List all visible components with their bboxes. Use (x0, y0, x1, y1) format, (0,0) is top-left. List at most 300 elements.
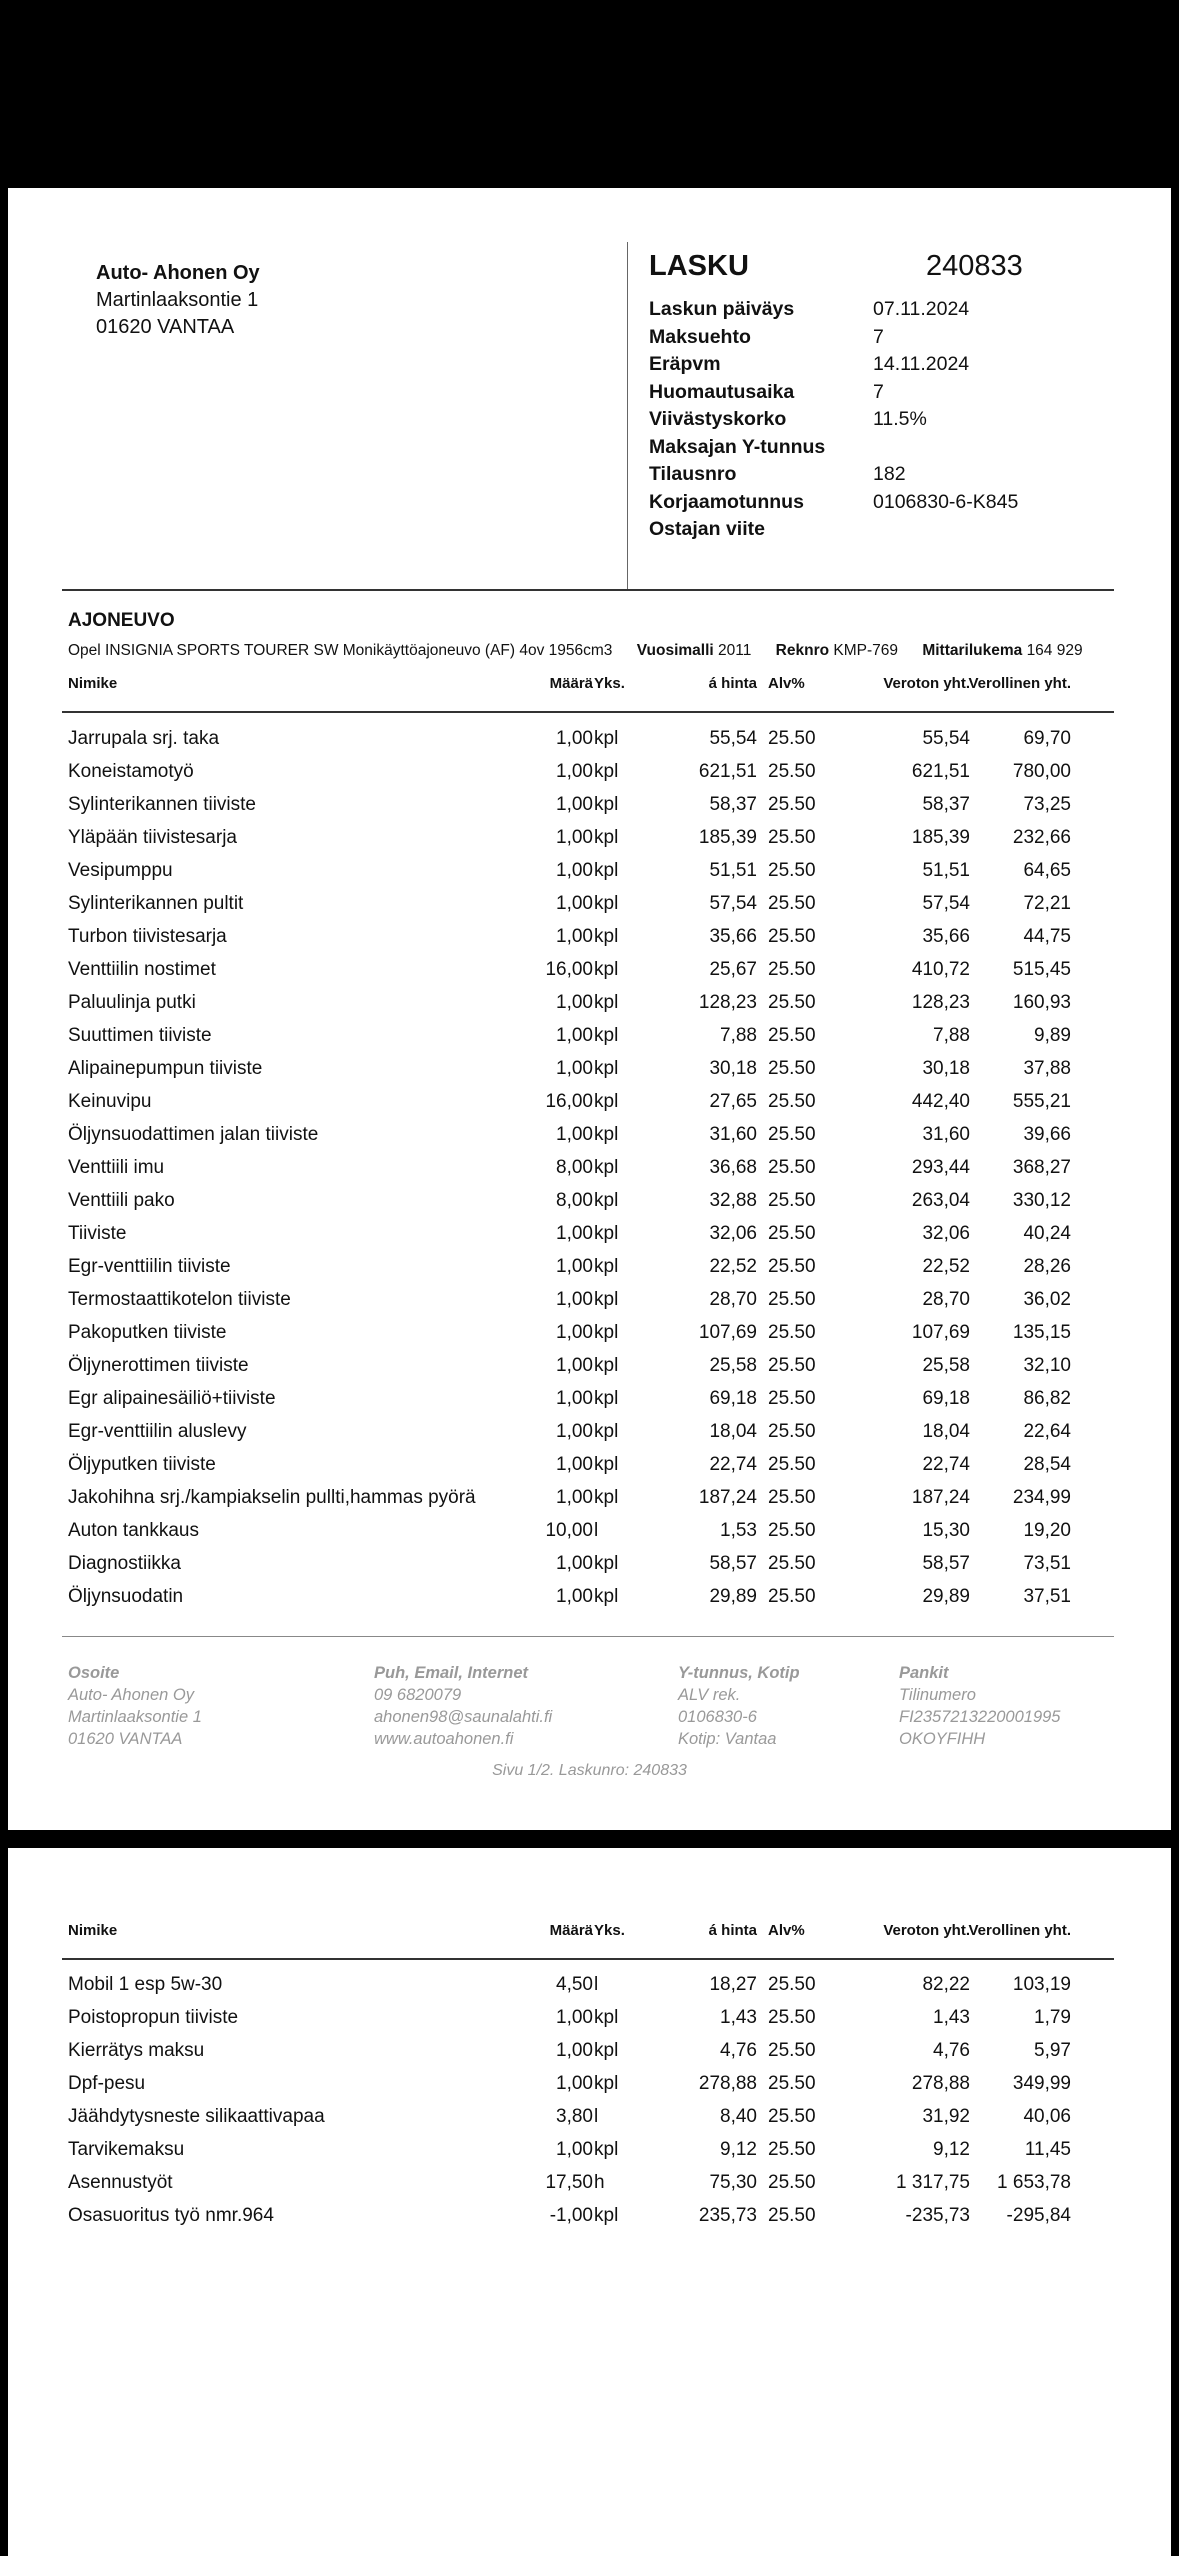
item-name: Keinuvipu (68, 1091, 152, 1112)
item-qty: 1,00 (556, 1388, 593, 1409)
item-vat: 25.50 (768, 1454, 816, 1475)
item-vat: 25.50 (768, 1058, 816, 1079)
vehicle-reg: KMP-769 (833, 642, 899, 659)
item-unit-price: 1,43 (720, 2007, 757, 2028)
item-qty: 1,00 (556, 2007, 593, 2028)
table-row (8, 2007, 1171, 2040)
table-row (8, 1388, 1171, 1421)
table-row (8, 992, 1171, 1025)
item-vat: 25.50 (768, 827, 816, 848)
table-header-line (62, 711, 1114, 713)
item-net-total: 58,37 (922, 794, 970, 815)
item-unit: kpl (594, 761, 619, 782)
meta-label: Eräpvm (649, 353, 721, 375)
item-net-total: 293,44 (911, 1157, 970, 1178)
item-unit-price: 51,51 (709, 860, 757, 881)
item-qty: 1,00 (556, 2040, 593, 2061)
meta-label: Tilausnro (649, 463, 737, 485)
table-row (8, 1487, 1171, 1520)
item-unit: kpl (594, 926, 619, 947)
item-vat: 25.50 (768, 794, 816, 815)
item-net-total: 51,51 (922, 860, 970, 881)
footer-website: www.autoahonen.fi (374, 1730, 514, 1748)
item-vat: 25.50 (768, 2073, 816, 2094)
item-unit-price: 621,51 (698, 761, 757, 782)
item-gross-total: 36,02 (1023, 1289, 1071, 1310)
table-row (8, 1454, 1171, 1487)
item-unit-price: 58,57 (709, 1553, 757, 1574)
table-row (8, 1256, 1171, 1289)
item-qty: 4,50 (556, 1974, 593, 1995)
footer-address-l3: 01620 VANTAA (68, 1730, 183, 1748)
item-qty: 1,00 (556, 1355, 593, 1376)
item-unit-price: 27,65 (709, 1091, 757, 1112)
item-vat: 25.50 (768, 1421, 816, 1442)
item-vat: 25.50 (768, 1124, 816, 1145)
item-vat: 25.50 (768, 2007, 816, 2028)
item-unit: kpl (594, 1091, 619, 1112)
item-qty: 1,00 (556, 728, 593, 749)
item-name: Suuttimen tiiviste (68, 1025, 212, 1046)
item-unit: l (594, 2106, 599, 2127)
footer-ytunnus-title: Y-tunnus, Kotip (678, 1664, 800, 1682)
item-vat: 25.50 (768, 1487, 816, 1508)
item-gross-total: 780,00 (1012, 761, 1071, 782)
col-name: Nimike (68, 675, 118, 692)
table-row (8, 1157, 1171, 1190)
item-unit: kpl (594, 1025, 619, 1046)
item-name: Mobil 1 esp 5w-30 (68, 1974, 223, 1995)
item-unit-price: 69,18 (709, 1388, 757, 1409)
item-gross-total: 39,66 (1023, 1124, 1071, 1145)
meta-value: 11.5% (873, 408, 927, 430)
meta-row (649, 434, 1099, 462)
item-qty: 1,00 (556, 1223, 593, 1244)
col-qty: Määrä (549, 675, 593, 692)
col-gross: Verollinen yht. (968, 675, 1071, 692)
item-unit: kpl (594, 992, 619, 1013)
table-row (8, 959, 1171, 992)
item-vat: 25.50 (768, 926, 816, 947)
item-name: Dpf-pesu (68, 2073, 146, 2094)
vehicle-description: Opel INSIGNIA SPORTS TOURER SW Monikäyttöajoneuvo (AF) 4ov 1956cm3 (68, 642, 613, 659)
item-net-total: 28,70 (922, 1289, 970, 1310)
col-name: Nimike (68, 1922, 118, 1939)
item-unit-price: 57,54 (709, 893, 757, 914)
footer-address-l2: Martinlaaksontie 1 (68, 1708, 202, 1726)
table-row (8, 1190, 1171, 1223)
item-vat: 25.50 (768, 1025, 816, 1046)
item-gross-total: 368,27 (1012, 1157, 1071, 1178)
item-table-p2 (8, 1974, 1171, 2238)
meta-value: 0106830-6-K845 (873, 490, 1019, 513)
item-gross-total: 19,20 (1023, 1520, 1071, 1541)
item-vat: 25.50 (768, 1091, 816, 1112)
item-qty: 1,00 (556, 1256, 593, 1277)
meta-label: Huomautusaika (649, 380, 795, 403)
item-vat: 25.50 (768, 959, 816, 980)
footer-bank-l2: FI2357213220001995 (899, 1708, 1061, 1726)
item-unit: kpl (594, 959, 619, 980)
item-gross-total: 73,25 (1023, 794, 1071, 815)
meta-row (649, 324, 1099, 352)
col-price: á hinta (708, 675, 757, 692)
item-vat: 25.50 (768, 2106, 816, 2127)
item-vat: 25.50 (768, 2040, 816, 2061)
item-net-total: 31,60 (922, 1124, 970, 1145)
table-row (8, 1058, 1171, 1091)
item-qty: 1,00 (556, 992, 593, 1013)
meta-row (649, 461, 1099, 489)
item-net-total: 22,52 (922, 1256, 970, 1277)
item-unit: kpl (594, 1421, 619, 1442)
table-row (8, 2073, 1171, 2106)
meta-label: Viivästyskorko (649, 408, 787, 430)
meta-value: 14.11.2024 (873, 353, 970, 375)
item-vat: 25.50 (768, 1289, 816, 1310)
item-unit: kpl (594, 1355, 619, 1376)
vehicle-year-label: Vuosimalli (636, 642, 714, 659)
invoice-meta (649, 296, 1099, 544)
table-bottom-line (62, 1636, 1114, 1637)
item-name: Diagnostiikka (68, 1553, 181, 1574)
item-net-total: 9,12 (933, 2139, 970, 2160)
table-row (8, 1355, 1171, 1388)
page-number: Sivu 1/2. Laskunro: 240833 (492, 1762, 687, 1779)
item-name: Tarvikemaksu (68, 2139, 185, 2160)
table-row (8, 2106, 1171, 2139)
item-gross-total: 72,21 (1023, 893, 1071, 914)
item-qty: 3,80 (556, 2106, 593, 2127)
item-unit-price: 1,53 (720, 1520, 757, 1541)
item-unit-price: 128,23 (698, 992, 757, 1013)
item-name: Öljynerottimen tiiviste (68, 1355, 249, 1376)
item-net-total: 185,39 (911, 827, 970, 848)
col-net: Veroton yht. (883, 675, 970, 692)
col-price: á hinta (708, 1922, 757, 1939)
item-qty: 1,00 (556, 2139, 593, 2160)
item-gross-total: 44,75 (1023, 926, 1071, 947)
item-net-total: 32,06 (922, 1223, 970, 1244)
item-unit: kpl (594, 1256, 619, 1277)
table-row (8, 728, 1171, 761)
meta-row (649, 406, 1099, 434)
item-vat: 25.50 (768, 992, 816, 1013)
item-qty: 1,00 (556, 1322, 593, 1343)
item-net-total: 4,76 (933, 2040, 970, 2061)
footer-contact-title: Puh, Email, Internet (374, 1664, 529, 1682)
invoice-page-1 (8, 188, 1171, 1830)
item-unit-price: 8,40 (720, 2106, 757, 2127)
item-net-total: 442,40 (911, 1091, 970, 1112)
vehicle-title: AJONEUVO (68, 610, 175, 631)
item-name: Auton tankkaus (68, 1520, 199, 1541)
item-unit-price: 55,54 (709, 728, 757, 749)
item-unit: kpl (594, 1058, 619, 1079)
item-gross-total: 37,88 (1023, 1058, 1071, 1079)
footer-email: ahonen98@saunalahti.fi (374, 1708, 553, 1726)
table-row (8, 893, 1171, 926)
table-row (8, 794, 1171, 827)
item-name: Asennustyöt (68, 2172, 173, 2193)
item-name: Koneistamotyö (68, 761, 194, 782)
invoice-title: LASKU (649, 250, 749, 282)
header-divider (627, 242, 628, 590)
table-row (8, 2139, 1171, 2172)
seller-city: 01620 VANTAA (96, 316, 235, 338)
item-gross-total: 32,10 (1023, 1355, 1071, 1376)
table-row (8, 926, 1171, 959)
item-unit-price: 22,52 (709, 1256, 757, 1277)
item-vat: 25.50 (768, 1586, 816, 1607)
item-qty: 1,00 (556, 2073, 593, 2094)
item-unit-price: 18,04 (709, 1421, 757, 1442)
vehicle-mileage: 164 929 (1026, 642, 1083, 659)
item-unit: kpl (594, 893, 619, 914)
item-gross-total: 28,26 (1023, 1256, 1071, 1277)
item-unit: l (594, 1974, 599, 1995)
item-net-total: 82,22 (922, 1974, 970, 1995)
table-row (8, 1091, 1171, 1124)
item-gross-total: 28,54 (1023, 1454, 1071, 1475)
item-name: Venttiili pako (68, 1190, 175, 1211)
item-name: Kierrätys maksu (68, 2040, 205, 2061)
item-name: Egr-venttiilin aluslevy (68, 1421, 247, 1442)
vehicle-info (68, 642, 1103, 660)
item-unit-price: 9,12 (720, 2139, 757, 2160)
item-qty: 1,00 (556, 860, 593, 881)
item-qty: 10,00 (545, 1520, 593, 1541)
col-net: Veroton yht. (883, 1922, 970, 1939)
item-unit-price: 25,58 (709, 1355, 757, 1376)
item-vat: 25.50 (768, 2205, 816, 2226)
table-row (8, 761, 1171, 794)
item-qty: 1,00 (556, 926, 593, 947)
invoice-page-2 (8, 1848, 1171, 2556)
meta-row (649, 296, 1099, 324)
table-row (8, 1520, 1171, 1553)
meta-row (649, 351, 1099, 379)
item-qty: 1,00 (556, 761, 593, 782)
item-qty: 1,00 (556, 1454, 593, 1475)
item-net-total: 278,88 (911, 2073, 970, 2094)
table-row (8, 1289, 1171, 1322)
table-row (8, 1223, 1171, 1256)
item-gross-total: 40,06 (1023, 2106, 1071, 2127)
item-unit: kpl (594, 1487, 619, 1508)
item-vat: 25.50 (768, 1520, 816, 1541)
item-net-total: -235,73 (905, 2205, 970, 2226)
item-name: Sylinterikannen pultit (68, 893, 244, 914)
meta-row (649, 379, 1099, 407)
meta-label: Maksajan Y-tunnus (649, 435, 826, 458)
table-header-p2 (8, 1922, 1171, 1946)
item-net-total: 1 317,75 (896, 2172, 970, 2193)
item-vat: 25.50 (768, 1223, 816, 1244)
item-gross-total: 515,45 (1012, 959, 1071, 980)
table-row (8, 1322, 1171, 1355)
footer-bank-l3: OKOYFIHH (899, 1730, 986, 1748)
item-name: Venttiilin nostimet (68, 959, 216, 980)
meta-label: Ostajan viite (649, 518, 765, 540)
footer-ytunnus (678, 1662, 800, 1750)
item-name: Alipainepumpun tiiviste (68, 1058, 263, 1079)
item-unit: kpl (594, 794, 619, 815)
item-gross-total: 73,51 (1023, 1553, 1071, 1574)
item-qty: 8,00 (556, 1157, 593, 1178)
item-unit: kpl (594, 1553, 619, 1574)
item-gross-total: 103,19 (1012, 1974, 1071, 1995)
invoice-number: 240833 (926, 250, 1023, 282)
item-table (8, 728, 1171, 1619)
item-net-total: 107,69 (911, 1322, 970, 1343)
item-net-total: 1,43 (933, 2007, 970, 2028)
item-gross-total: 555,21 (1012, 1091, 1071, 1112)
col-vat: Alv% (768, 675, 805, 692)
item-unit-price: 30,18 (709, 1058, 757, 1079)
item-unit-price: 235,73 (698, 2205, 757, 2226)
table-row (8, 1586, 1171, 1619)
item-gross-total: 9,89 (1034, 1025, 1071, 1046)
item-net-total: 57,54 (922, 893, 970, 914)
item-name: Egr-venttiilin tiiviste (68, 1256, 231, 1277)
col-vat: Alv% (768, 1922, 805, 1939)
item-vat: 25.50 (768, 1388, 816, 1409)
footer-address-l1: Auto- Ahonen Oy (68, 1686, 194, 1704)
item-unit-price: 187,24 (698, 1487, 757, 1508)
item-name: Tiiviste (68, 1223, 127, 1244)
item-qty: 8,00 (556, 1190, 593, 1211)
item-net-total: 35,66 (922, 926, 970, 947)
item-qty: 1,00 (556, 1421, 593, 1442)
item-name: Egr alipainesäiliö+tiiviste (68, 1388, 276, 1409)
item-unit: kpl (594, 2040, 619, 2061)
item-vat: 25.50 (768, 1322, 816, 1343)
vehicle-year: 2011 (718, 642, 752, 659)
item-qty: 1,00 (556, 1058, 593, 1079)
item-gross-total: 330,12 (1012, 1190, 1071, 1211)
item-name: Vesipumppu (68, 860, 173, 881)
item-unit: kpl (594, 1289, 619, 1310)
item-name: Pakoputken tiiviste (68, 1322, 227, 1343)
item-gross-total: 11,45 (1024, 2139, 1071, 2160)
vehicle-mileage-label: Mittarilukema (922, 642, 1023, 659)
item-net-total: 263,04 (911, 1190, 970, 1211)
item-net-total: 55,54 (922, 728, 970, 749)
table-row (8, 2205, 1171, 2238)
item-unit: kpl (594, 1322, 619, 1343)
meta-label: Maksuehto (649, 325, 751, 348)
item-unit: kpl (594, 1586, 619, 1607)
item-name: Öljynsuodatin (68, 1586, 184, 1607)
item-net-total: 7,88 (933, 1025, 970, 1046)
item-qty: 1,00 (556, 893, 593, 914)
col-unit: Yks. (594, 1922, 625, 1939)
item-net-total: 621,51 (911, 761, 970, 782)
item-vat: 25.50 (768, 1974, 816, 1995)
item-unit-price: 28,70 (709, 1289, 757, 1310)
meta-value: 7 (873, 325, 884, 348)
item-name: Jakohihna srj./kampiakselin pullti,hammas pyörä (68, 1487, 476, 1508)
item-gross-total: 135,15 (1012, 1322, 1071, 1343)
item-gross-total: 160,93 (1012, 992, 1071, 1013)
col-gross: Verollinen yht. (968, 1922, 1071, 1939)
item-unit-price: 75,30 (709, 2172, 757, 2193)
item-unit-price: 31,60 (709, 1124, 757, 1145)
item-qty: 1,00 (556, 1553, 593, 1574)
table-row (8, 2172, 1171, 2205)
item-unit: kpl (594, 1388, 619, 1409)
table-row (8, 1421, 1171, 1454)
item-vat: 25.50 (768, 1256, 816, 1277)
item-qty: 1,00 (556, 1025, 593, 1046)
item-name: Turbon tiivistesarja (68, 926, 227, 947)
meta-row (649, 516, 1099, 544)
item-unit-price: 107,69 (698, 1322, 757, 1343)
footer-address (68, 1662, 202, 1750)
item-unit: kpl (594, 2007, 619, 2028)
item-qty: -1,00 (549, 2205, 593, 2226)
item-unit-price: 29,89 (709, 1586, 757, 1607)
item-name: Yläpään tiivistesarja (68, 827, 237, 848)
item-vat: 25.50 (768, 1553, 816, 1574)
item-gross-total: 37,51 (1023, 1586, 1071, 1607)
item-unit-price: 32,88 (709, 1190, 757, 1211)
item-net-total: 30,18 (922, 1058, 970, 1079)
item-net-total: 31,92 (922, 2106, 970, 2127)
item-unit-price: 18,27 (709, 1974, 757, 1995)
table-row (8, 1025, 1171, 1058)
item-unit: kpl (594, 1223, 619, 1244)
footer-contact (374, 1662, 552, 1750)
item-unit: kpl (594, 1190, 619, 1211)
item-gross-total: 22,64 (1023, 1421, 1071, 1442)
table-header (8, 675, 1171, 699)
item-unit-price: 58,37 (709, 794, 757, 815)
item-vat: 25.50 (768, 2139, 816, 2160)
meta-value: 7 (873, 380, 884, 403)
item-name: Osasuoritus työ nmr.964 (68, 2205, 274, 2226)
item-qty: 1,00 (556, 1289, 593, 1310)
item-unit: kpl (594, 860, 619, 881)
table-row (8, 827, 1171, 860)
item-net-total: 128,23 (911, 992, 970, 1013)
item-gross-total: 232,66 (1012, 827, 1071, 848)
item-name: Poistopropun tiiviste (68, 2007, 239, 2028)
item-net-total: 58,57 (922, 1553, 970, 1574)
item-unit: h (594, 2172, 605, 2193)
footer-ytunnus-l1: ALV rek. (678, 1686, 741, 1704)
item-gross-total: 40,24 (1023, 1223, 1071, 1244)
item-qty: 1,00 (556, 1124, 593, 1145)
item-net-total: 22,74 (922, 1454, 970, 1475)
item-unit-price: 7,88 (720, 1025, 757, 1046)
table-row (8, 1124, 1171, 1157)
item-qty: 1,00 (556, 1487, 593, 1508)
item-net-total: 18,04 (922, 1421, 970, 1442)
meta-row (649, 489, 1099, 517)
table-row (8, 2040, 1171, 2073)
header-bottom-line (62, 589, 1114, 591)
item-unit-price: 22,74 (709, 1454, 757, 1475)
footer-bank (899, 1662, 1061, 1750)
item-unit-price: 4,76 (720, 2040, 757, 2061)
footer-ytunnus-l3: Kotip: Vantaa (678, 1730, 777, 1748)
item-gross-total: 5,97 (1034, 2040, 1071, 2061)
item-unit: kpl (594, 827, 619, 848)
item-vat: 25.50 (768, 2172, 816, 2193)
item-unit: kpl (594, 2073, 619, 2094)
